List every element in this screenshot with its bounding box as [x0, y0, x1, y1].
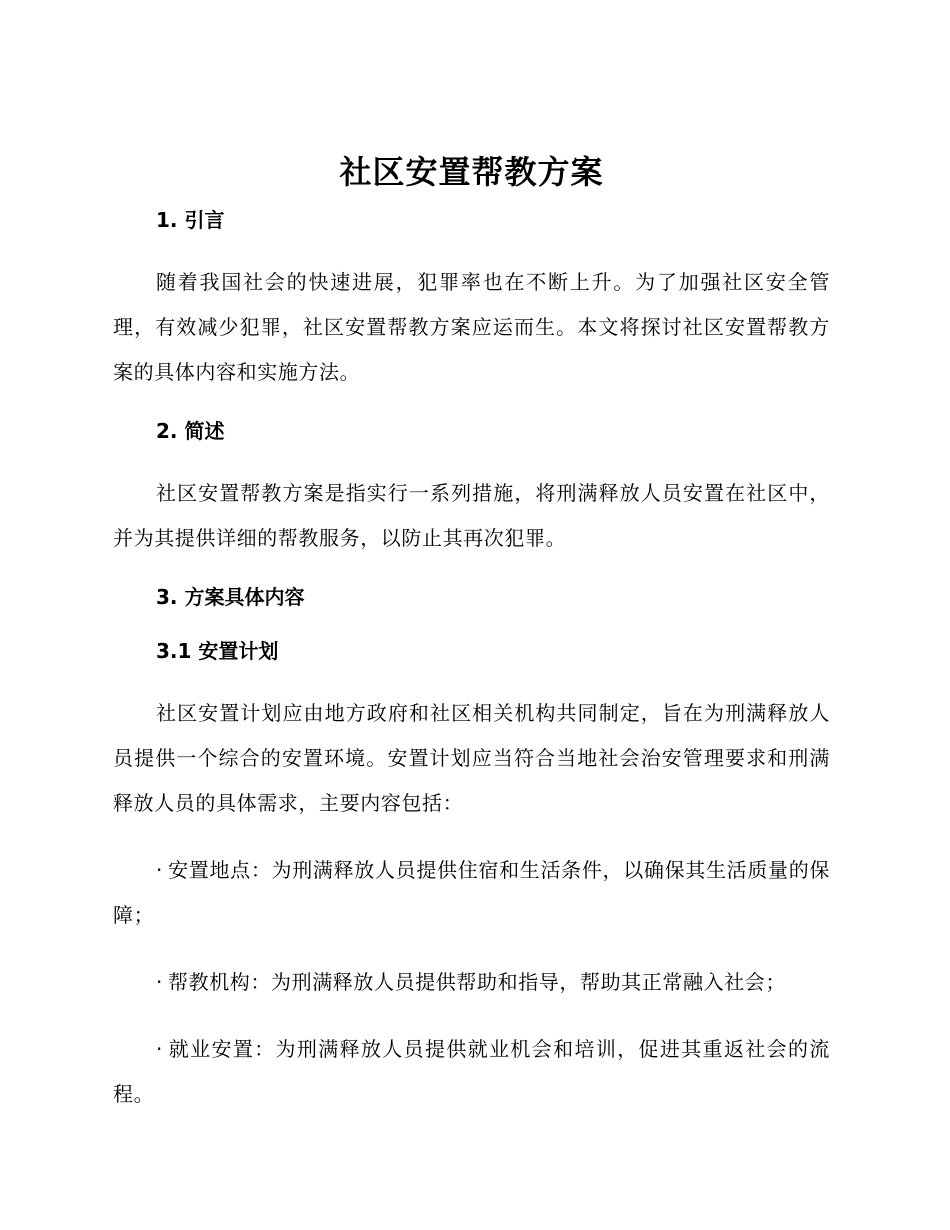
section-heading-plan-content: 3. 方案具体内容	[156, 585, 305, 609]
section-heading-overview: 2. 简述	[156, 419, 225, 443]
bullet-text: 安置地点：为刑满释放人员提供住宿和生活条件，以确保其生活质量的保障；	[113, 858, 830, 927]
bullet-dot-icon: ·	[156, 1037, 163, 1061]
bullet-dot-icon: ·	[156, 970, 163, 994]
paragraph-introduction: 随着我国社会的快速进展，犯罪率也在不断上升。为了加强社区安全管理，有效减少犯罪，社区安置帮教方案应运而生。本文将探讨社区安置帮教方案的具体内容和实施方法。	[113, 270, 830, 384]
paragraph-overview: 社区安置帮教方案是指实行一系列措施，将刑满释放人员安置在社区中，并为其提供详细的帮教服务，以防止其再次犯罪。	[113, 481, 830, 550]
section-heading-introduction: 1. 引言	[156, 208, 225, 232]
bullet-item-assistance-agency	[113, 960, 830, 1005]
section-heading-placement-plan: 3.1 安置计划	[156, 639, 279, 663]
bullet-dot-icon: ·	[156, 858, 163, 882]
bullet-text: 就业安置：为刑满释放人员提供就业机会和培训，促进其重返社会的流程。	[113, 1037, 830, 1106]
bullet-text: 帮教机构：为刑满释放人员提供帮助和指导，帮助其正常融入社会；	[168, 970, 786, 994]
paragraph-placement-plan: 社区安置计划应由地方政府和社区相关机构共同制定，旨在为刑满释放人员提供一个综合的安置环境。安置计划应当符合当地社会治安管理要求和刑满释放人员的具体需求，主要内容包括：	[113, 701, 830, 815]
bullet-item-placement-location	[113, 848, 830, 938]
document-title: 社区安置帮教方案	[339, 153, 604, 191]
bullet-item-employment-placement	[113, 1027, 830, 1117]
